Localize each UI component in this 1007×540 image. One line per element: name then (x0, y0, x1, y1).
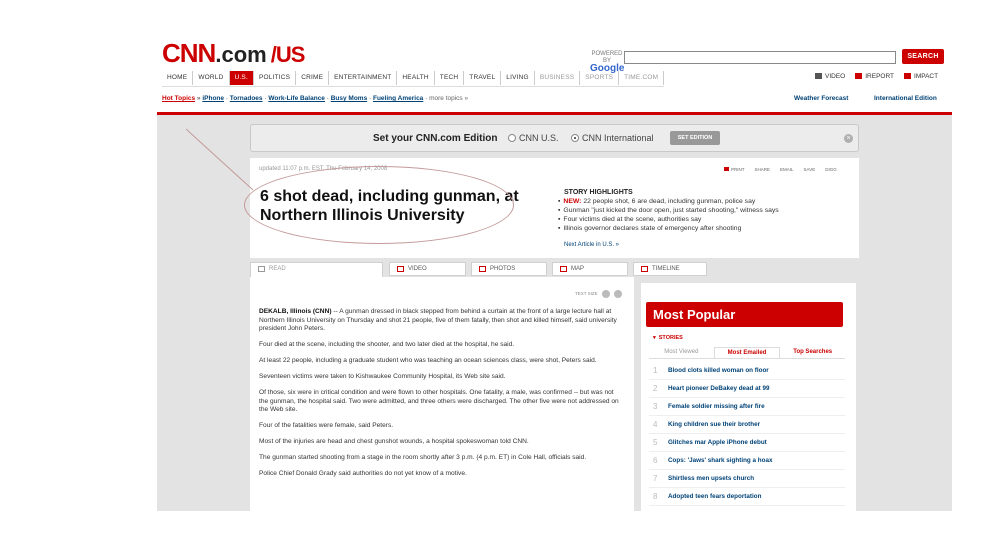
tab-read-label: READ (269, 266, 286, 272)
list-item[interactable] (649, 452, 845, 470)
powered-by-google (590, 51, 624, 72)
nav-tech[interactable]: TECH (435, 71, 465, 85)
article-paragraph: The gunman started shooting from a stage in the room shortly after 3 p.m. (4 p.m. ET) in Cole Hall, officials said. (259, 454, 587, 461)
ireport-icon (855, 73, 862, 79)
international-edition-link[interactable]: International Edition (874, 95, 937, 102)
story-link[interactable]: King children sue their brother (668, 421, 761, 428)
rank-number: 2 (653, 384, 658, 393)
text-size-label: TEXT SIZE (575, 291, 598, 296)
video-link-label: VIDEO (825, 73, 846, 80)
list-item[interactable] (649, 488, 845, 506)
nav-world[interactable]: WORLD (193, 71, 229, 85)
highlight-item: ▪ Four victims died at the scene, authorities say (558, 215, 779, 224)
nav-business[interactable]: BUSINESS (535, 71, 580, 85)
edition-option-intl[interactable]: CNN International (582, 133, 654, 143)
search-input[interactable] (624, 51, 896, 64)
search-button[interactable]: SEARCH (902, 49, 944, 64)
next-article-link[interactable]: Next Article in U.S. » (564, 242, 620, 248)
article-body (259, 308, 623, 486)
cnn-logo[interactable] (162, 40, 304, 68)
article-paragraph: Police Chief Donald Grady said authorities do not yet know of a motive. (259, 470, 467, 477)
tab-most-emailed[interactable]: Most Emailed (714, 347, 781, 358)
story-link[interactable]: Blood clots killed woman on floor (668, 367, 769, 374)
video-link[interactable] (815, 73, 845, 80)
hot-topics-bar: Hot Topics » iPhone · Tornadoes · Work-Life Balance · Busy Moms · Fueling America · more topics » (162, 95, 469, 102)
story-link[interactable]: Glitches mar Apple iPhone debut (668, 439, 767, 446)
impact-icon (904, 73, 911, 79)
hot-topic-link[interactable]: Busy Moms (330, 95, 368, 102)
edition-option-us[interactable]: CNN U.S. (519, 133, 559, 143)
impact-link-label: IMPACT (914, 73, 939, 80)
most-popular-list (649, 362, 845, 506)
hot-topic-link[interactable]: iPhone (202, 95, 225, 102)
tab-photos-label: PHOTOS (490, 266, 516, 272)
photos-icon (479, 266, 486, 272)
nav-home[interactable]: HOME (162, 71, 193, 85)
map-icon (560, 266, 567, 272)
article (250, 277, 634, 511)
stories-toggle[interactable]: ▾ STORIES (653, 335, 683, 341)
list-item[interactable] (649, 398, 845, 416)
list-item[interactable] (649, 416, 845, 434)
most-popular-title: Most Popular (646, 302, 843, 327)
tab-timeline-label: TIMELINE (652, 266, 680, 272)
most-popular-panel (641, 283, 856, 511)
article-paragraph: Seventeen victims were taken to Kishwaukee Community Hospital, its Web site said. (259, 373, 506, 380)
edition-radio-us[interactable] (508, 134, 516, 142)
list-item[interactable] (649, 380, 845, 398)
article-paragraph (259, 308, 623, 334)
highlight-item (558, 197, 779, 206)
story-highlights-title: STORY HIGHLIGHTS (564, 189, 633, 196)
print-tool[interactable] (724, 167, 745, 172)
story-headline: 6 shot dead, including gunman, at Northern Illinois University (260, 188, 519, 224)
tab-video[interactable] (389, 262, 466, 276)
nav-time[interactable]: TIME.COM (619, 71, 664, 85)
google-logo: Google (590, 63, 625, 74)
edition-radio-intl[interactable] (571, 134, 579, 142)
tab-map-label: MAP (571, 266, 585, 272)
story-tools (724, 167, 837, 172)
logo-brand: CNN (162, 38, 216, 68)
set-edition-button[interactable]: SET EDITION (670, 131, 720, 145)
updated-timestamp: updated 11:07 p.m. EST, Thu February 14, 2008 (259, 166, 388, 172)
powered-by-label: POWERED BY (591, 51, 623, 64)
tab-top-searches[interactable]: Top Searches (793, 349, 833, 355)
rank-number: 7 (653, 474, 658, 483)
logo-dotcom: .com (215, 42, 267, 67)
print-tool-label: PRINT (731, 167, 745, 172)
highlight-item: ▪ Gunman "just kicked the door open, just started shooting," witness says (558, 206, 779, 215)
tab-timeline[interactable] (633, 262, 707, 276)
logo-edition: /US (270, 42, 305, 67)
tab-video-label: VIDEO (408, 266, 427, 272)
most-popular-tabs (649, 347, 845, 359)
hot-topic-link[interactable]: Work-Life Balance (268, 95, 325, 102)
hot-topic-link[interactable]: Fueling America (372, 95, 424, 102)
highlight-text: 22 people shot, 6 are dead, including gunman, police say (583, 198, 756, 205)
text-size-decrease-button[interactable] (602, 290, 610, 298)
nav-sports[interactable]: SPORTS (580, 71, 619, 85)
ireport-link[interactable] (855, 73, 894, 80)
highlight-item: ▪ Illinois governor declares state of emergency after shooting (558, 224, 779, 233)
tab-read[interactable] (250, 262, 383, 278)
hot-topics-label[interactable]: Hot Topics (162, 95, 196, 102)
rank-number: 1 (653, 366, 658, 375)
annotation-oval (244, 166, 514, 244)
weather-forecast-link[interactable]: Weather Forecast (794, 95, 849, 102)
rank-number: 5 (653, 438, 658, 447)
list-item[interactable] (649, 362, 845, 380)
digg-tool[interactable]: DIGG (825, 167, 837, 172)
new-badge: NEW: (563, 198, 582, 205)
article-paragraph: Of those, six were in critical condition and were flown to other hospitals. One fatality, a male, was confirmed -- but was not the gunman, the hospital said. Two were admitted, and three others were discharged. The other five were not addressed on the Web site. (259, 389, 619, 413)
dateline: DEKALB, Illinois (CNN) (259, 308, 332, 315)
nav-politics[interactable]: POLITICS (254, 71, 296, 85)
print-icon (724, 167, 729, 171)
article-paragraph: Four of the fatalities were female, said Peters. (259, 422, 394, 429)
nav-health[interactable]: HEALTH (397, 71, 434, 85)
video-icon (397, 266, 404, 272)
nav-us[interactable]: U.S. (230, 71, 254, 85)
tab-photos[interactable] (471, 262, 547, 276)
ireport-link-label: IREPORT (865, 73, 895, 80)
rank-number: 4 (653, 420, 658, 429)
list-item[interactable] (649, 434, 845, 452)
share-tool[interactable]: SHARE (754, 167, 771, 172)
tab-most-viewed[interactable]: Most Viewed (664, 349, 699, 355)
edition-bar (250, 124, 859, 152)
rank-number: 3 (653, 402, 658, 411)
nav-living[interactable]: LIVING (501, 71, 535, 85)
story-highlights (558, 197, 779, 233)
hot-topic-link[interactable]: Tornadoes (229, 95, 263, 102)
header-right-links (815, 73, 938, 80)
video-icon (815, 73, 822, 79)
nav-entertainment[interactable]: ENTERTAINMENT (329, 71, 397, 85)
read-icon (258, 266, 265, 272)
article-paragraph: At least 22 people, including a graduate student who was teaching an ocean sciences class, were shot, Peters said. (259, 357, 597, 364)
impact-link[interactable] (904, 73, 938, 80)
rank-number: 6 (653, 456, 658, 465)
story-link[interactable]: Cops: 'Jaws' shark sighting a hoax (668, 457, 773, 464)
timeline-icon (641, 266, 648, 272)
more-topics-link[interactable]: more topics » (429, 95, 469, 102)
email-tool[interactable]: EMAIL (780, 167, 794, 172)
close-icon[interactable]: × (844, 134, 853, 143)
nav-travel[interactable]: TRAVEL (464, 71, 501, 85)
story-link[interactable]: Female soldier missing after fire (668, 403, 765, 410)
story-link[interactable]: Shirtless men upsets church (668, 475, 755, 482)
rank-number: 8 (653, 492, 658, 501)
text-size-increase-button[interactable] (614, 290, 622, 298)
list-item[interactable] (649, 470, 845, 488)
main-nav (162, 71, 664, 87)
article-paragraph: Most of the injuries are head and chest gunshot wounds, a hospital spokeswoman told CNN. (259, 438, 529, 445)
edition-label: Set your CNN.com Edition (373, 133, 498, 144)
tab-map[interactable] (552, 262, 628, 276)
paragraph-text: -- A gunman dressed in black stepped from behind a curtain at the front of a large lecture hall at Northern Illinois University on Thursday and shot 21 people, five of them fatally, then shot and killed himself, said university president John Peters. (259, 308, 617, 332)
story-link[interactable]: Heart pioneer DeBakey dead at 99 (668, 385, 770, 392)
story-link[interactable]: Adopted teen fears deportation (668, 493, 762, 500)
nav-crime[interactable]: CRIME (296, 71, 329, 85)
save-tool[interactable]: SAVE (803, 167, 816, 172)
article-paragraph: Four died at the scene, including the shooter, and two later died at the hospital, he said. (259, 341, 515, 348)
